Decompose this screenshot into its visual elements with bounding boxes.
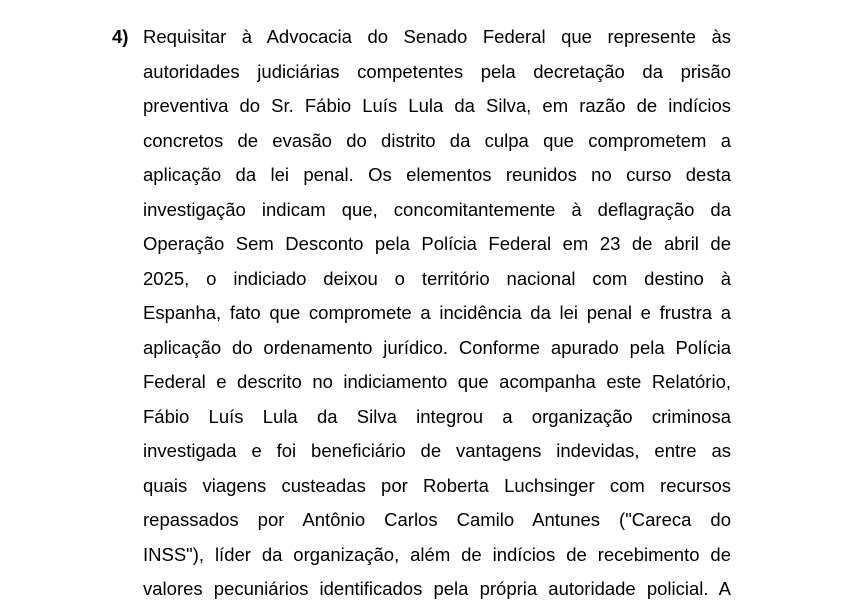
text-line: concretos de evasão do distrito da culpa que comprometem a	[143, 129, 731, 151]
item-number: 4)	[112, 26, 129, 47]
text-line: Espanha, fato que compromete a incidência da lei penal e frustra a	[143, 302, 731, 323]
text-line: repassados por Antônio Carlos Camilo Antunes ("Careca do	[143, 509, 731, 530]
text-line: quais viagens custeadas por Roberta Luchsinger com recursos	[143, 474, 731, 496]
text-line: INSS"), líder da organização, além de indícios de recebimento de	[143, 543, 731, 565]
text-line: valores pecuniários identificados pela própria autoridade policial. A	[143, 578, 731, 599]
text-line: investigação indicam que, concomitantemente à deflagração da	[143, 198, 731, 220]
text-line: autoridades judiciárias competentes pela decretação da prisão	[143, 60, 731, 82]
text-line: aplicação da lei penal. Os elementos reunidos no curso desta	[143, 164, 731, 185]
text-line: 2025, o indiciado deixou o território nacional com destino à	[143, 267, 731, 289]
text-line: Fábio Luís Lula da Silva integrou a organização criminosa	[143, 405, 731, 427]
text-line: aplicação do ordenamento jurídico. Conforme apurado pela Polícia	[143, 336, 731, 358]
text-line: Requisitar à Advocacia do Senado Federal que represente às	[143, 26, 731, 47]
text-line: Federal e descrito no indiciamento que acompanha este Relatório,	[143, 371, 731, 392]
text-line: Operação Sem Desconto pela Polícia Federal em 23 de abril de	[143, 233, 731, 254]
text-line: investigada e foi beneficiário de vantagens indevidas, entre as	[143, 440, 731, 461]
paragraph-body	[143, 20, 731, 607]
text-line: preventiva do Sr. Fábio Luís Lula da Silva, em razão de indícios	[143, 95, 731, 116]
